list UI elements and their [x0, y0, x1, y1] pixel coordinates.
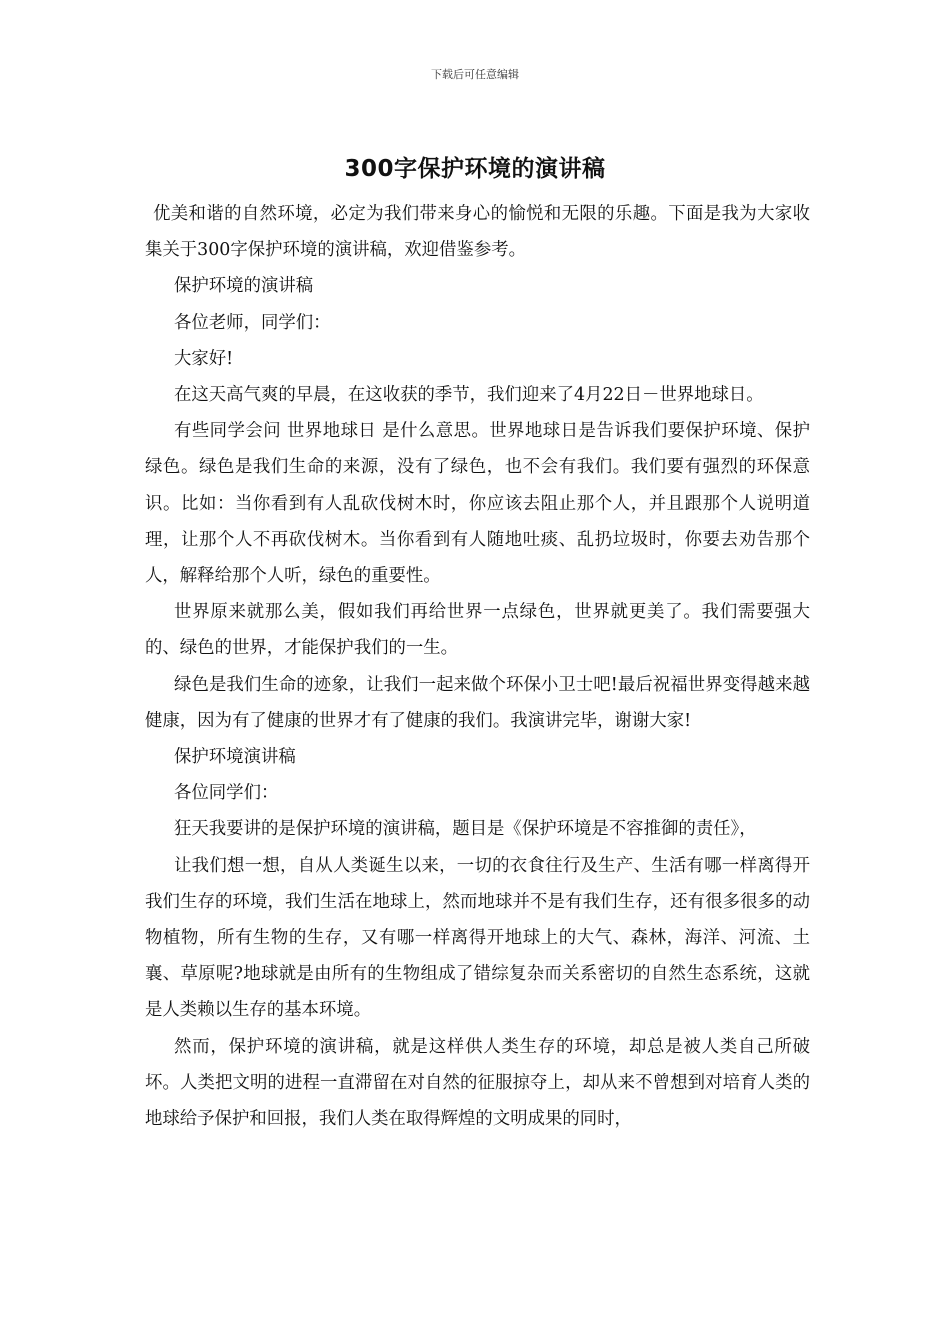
paragraph: 保护环境的演讲稿 — [174, 276, 314, 297]
paragraph: 在这天高气爽的早晨，在这收获的季节，我们迎来了4月22日－世界地球日。 — [174, 385, 764, 406]
paragraph: 保护环境演讲稿 — [174, 747, 296, 768]
paragraph: 各位同学们： — [174, 783, 279, 804]
paragraph: 让我们想一想，自从人类诞生以来，一切的衣食往行及生产、生活有哪一样离得开我们生存的环境，我们生活在地球上，然而地球并不是有我们生存，还有很多很多的动物植物，所有生物的生存，又有哪一样离得开地球上的大气、森林，海洋、河流、土襄、草原呢?地球就是由所有的生物组成了错综复杂而关系密切的自然生态系统，这就是人类赖以生存的基本环境。 — [145, 855, 810, 1021]
paragraph: 各位老师，同学们： — [174, 312, 331, 333]
document-title: 300字保护环境的演讲稿 — [344, 156, 606, 182]
document-body — [145, 196, 810, 1137]
paragraph: 绿色是我们生命的迹象，让我们一起来做个环保小卫士吧!最后祝福世界变得越来越健康，因为有了健康的世界才有了健康的我们。我演讲完毕，谢谢大家! — [145, 674, 810, 731]
page-header-note: 下载后可任意编辑 — [431, 68, 519, 81]
paragraph: 优美和谐的自然环境，必定为我们带来身心的愉悦和无限的乐趣。下面是我为大家收集关于300字保护环境的演讲稿，欢迎借鉴参考。 — [145, 204, 810, 261]
paragraph: 世界原来就那么美，假如我们再给世界一点绿色，世界就更美了。我们需要强大的、绿色的世界，才能保护我们的一生。 — [145, 602, 810, 659]
paragraph: 大家好! — [174, 348, 234, 369]
paragraph: 然而，保护环境的演讲稿，就是这样供人类生存的环境，却总是被人类自己所破坏。人类把文明的进程一直滞留在对自然的征服掠夺上，却从来不曾想到对培育人类的地球给予保护和回报，我们人类在取得辉煌的文明成果的同时， — [145, 1036, 810, 1130]
paragraph: 有些同学会问 世界地球日 是什么意思。世界地球日是告诉我们要保护环境、保护绿色。绿色是我们生命的来源，没有了绿色，也不会有我们。我们要有强烈的环保意识。比如：当你看到有人乱砍伐树木时，你应该去阻止那个人，并且跟那个人说明道理，让那个人不再砍伐树木。当你看到有人随地吐痰、乱扔垃圾时，你要去劝告那个人，解释给那个人听，绿色的重要性。 — [145, 421, 810, 587]
paragraph: 狂天我要讲的是保护环境的演讲稿，题目是《保护环境是不容推御的责任》， — [174, 819, 757, 840]
